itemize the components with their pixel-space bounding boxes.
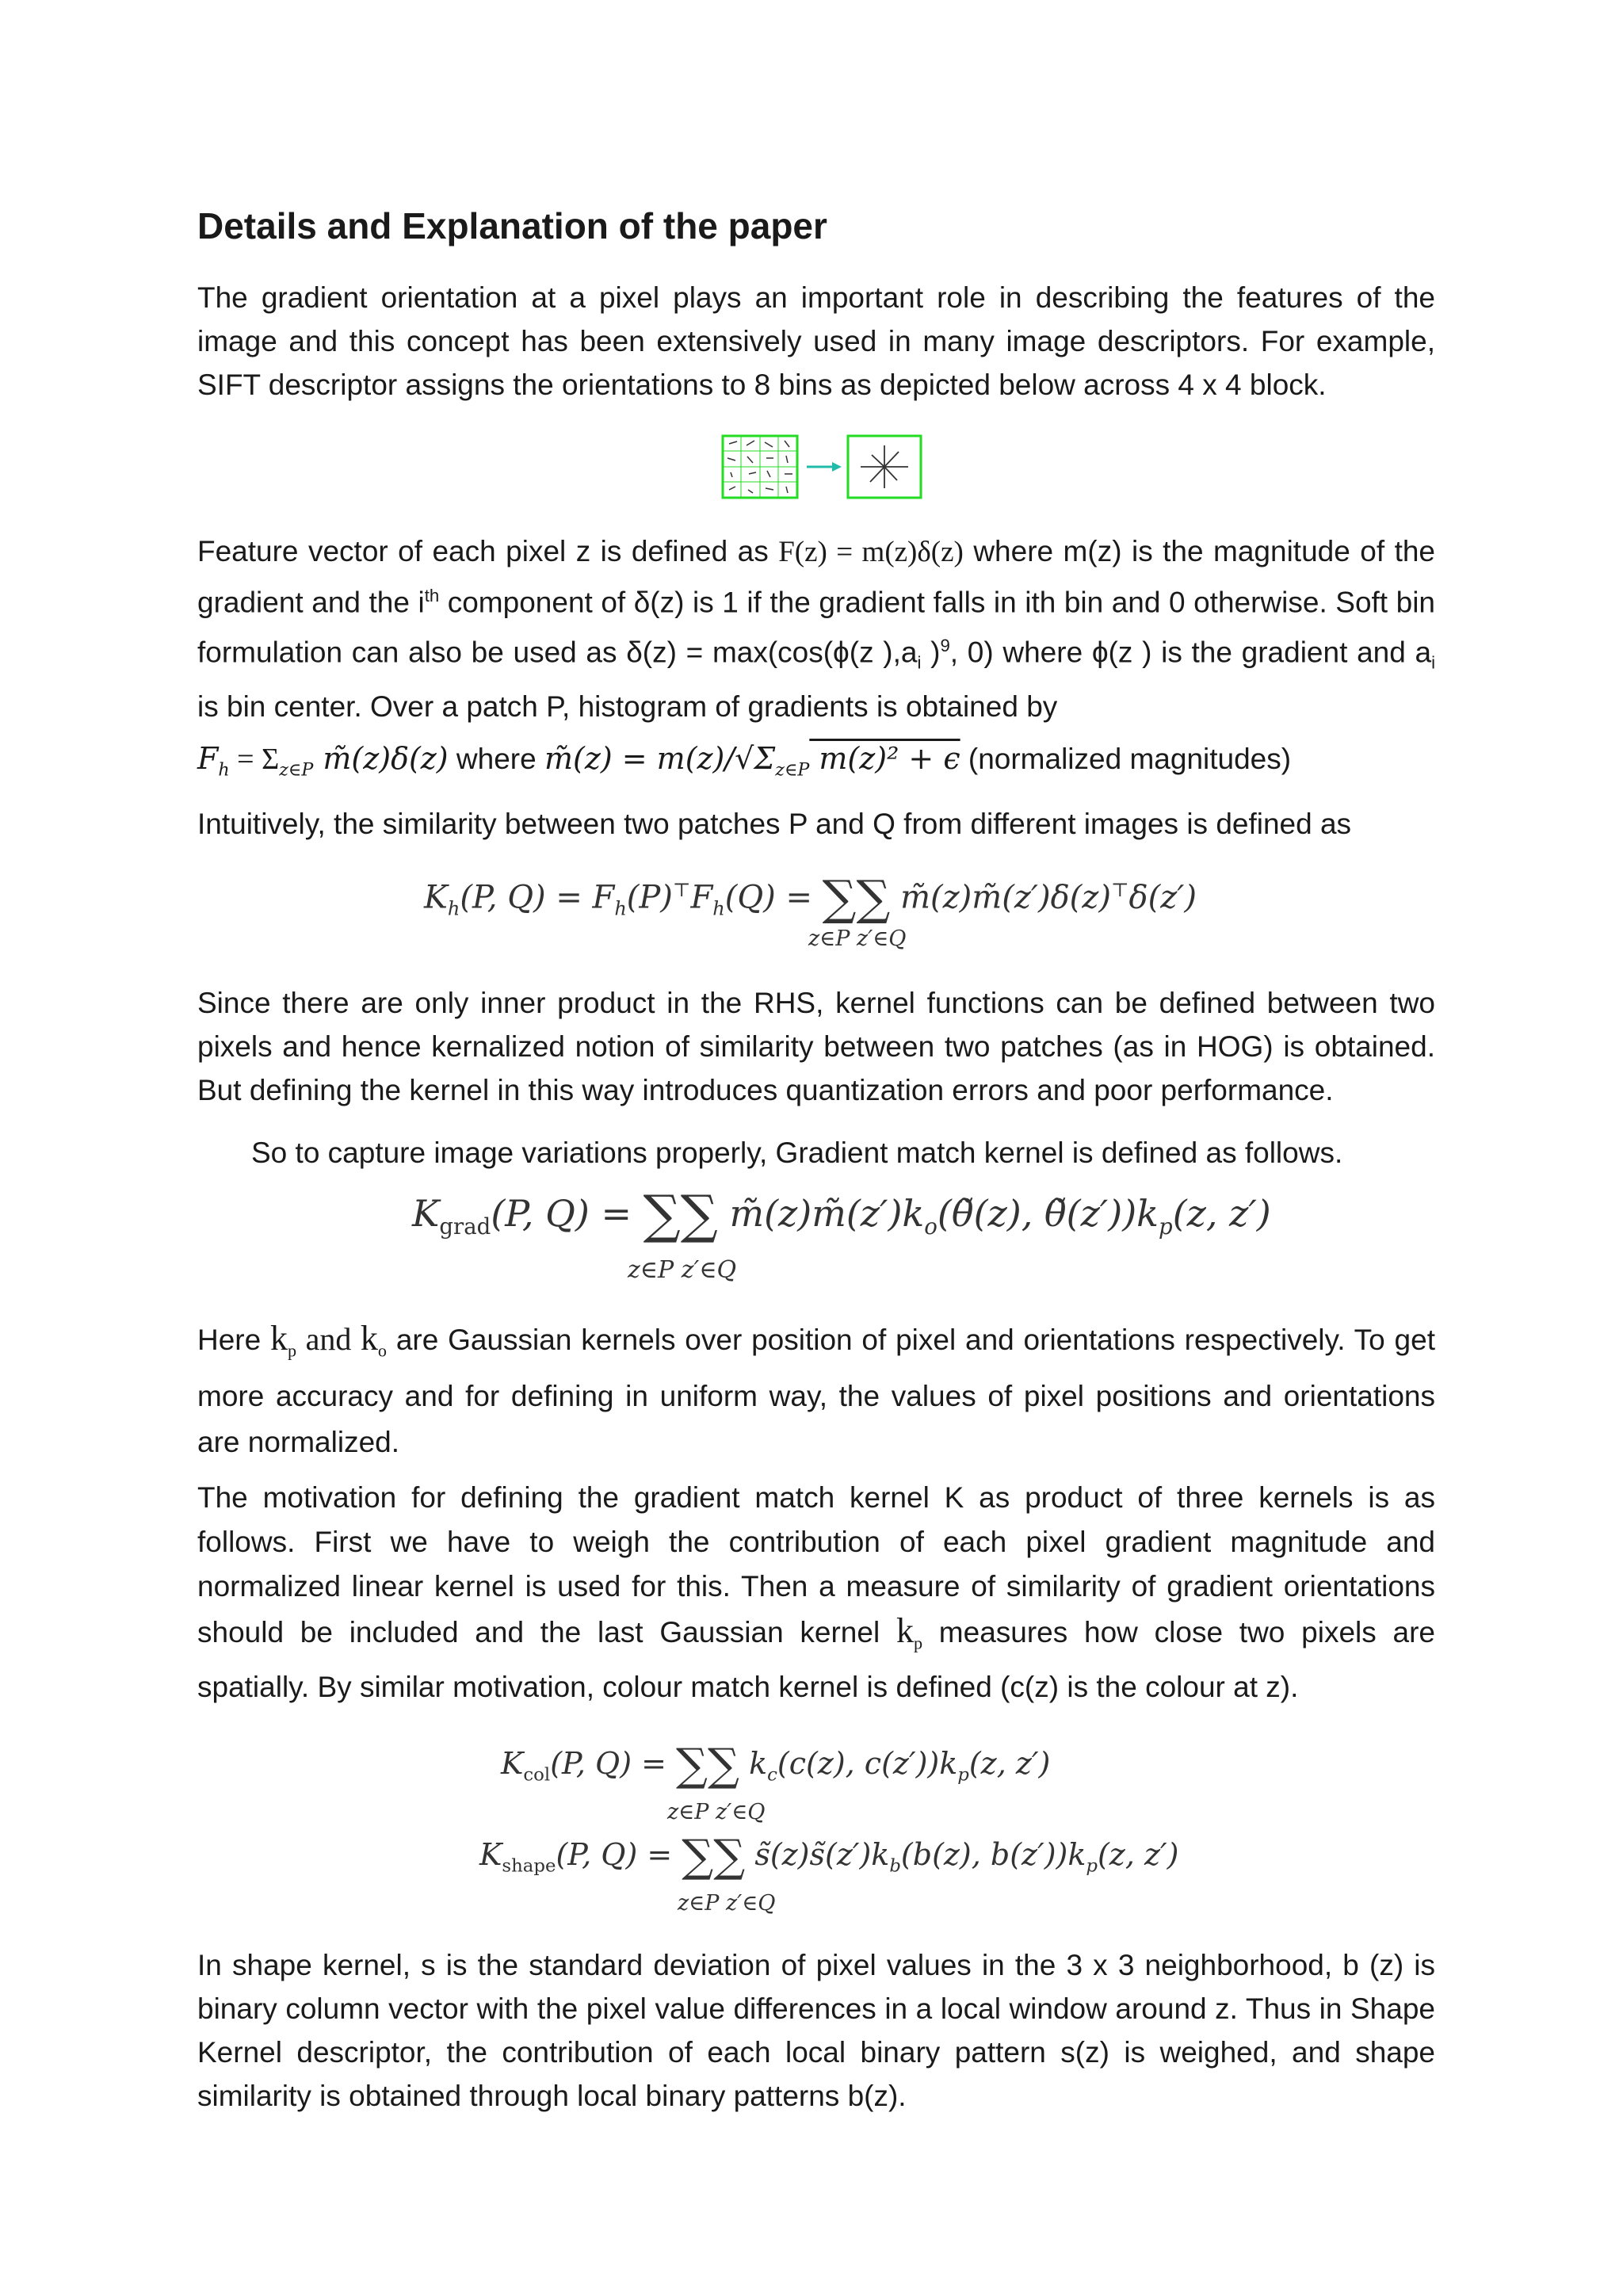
- kp-sub: p: [288, 1340, 297, 1361]
- kgrad-lhs: K: [412, 1192, 440, 1235]
- kcol-kc-sub: c: [767, 1764, 777, 1786]
- arrow-icon: [807, 462, 842, 472]
- kh-lhs-sub: h: [447, 897, 460, 920]
- kshape-sum-limits: z∈P z′∈Q: [678, 1891, 776, 1916]
- sum-symbol: ∑∑: [822, 870, 891, 926]
- feature-line-1-b: where m(z) is the magnitude of: [963, 535, 1385, 567]
- sum-symbol-shape: ∑∑: [682, 1831, 746, 1882]
- gaussian-and: and: [296, 1321, 361, 1357]
- sum-symbol-grad: ∑∑: [643, 1184, 718, 1245]
- feature-line-4-a: and a: [1357, 636, 1432, 669]
- equation-fh: [197, 737, 1435, 792]
- paragraph-gradient-kernel-text: So to capture image variations properly, Gradient match kernel is defined as follows.: [251, 1137, 1343, 1169]
- kshape-lhs: K: [479, 1837, 502, 1872]
- equation-kgrad: [412, 1184, 1271, 1284]
- feature-line-1-a: Feature vector of each pixel z is defined as: [197, 535, 779, 567]
- kgrad-tail: (z, z′): [1172, 1192, 1271, 1235]
- kh-body-2: (P): [626, 879, 673, 916]
- kgrad-sum-text: m̃(z)m̃(z′)k: [729, 1192, 925, 1235]
- fh-lhs-sub: h: [218, 759, 230, 781]
- kcol-sum-text: k: [749, 1746, 768, 1781]
- kgrad-sum-limits: z∈P z′∈Q: [628, 1256, 737, 1284]
- subscript-i: i: [917, 653, 922, 674]
- kshape-tail: (z, z′): [1097, 1837, 1179, 1872]
- paragraph-shape-kernel: [197, 1943, 1435, 2118]
- fh-sum: = Σ: [229, 743, 280, 776]
- motivation-text-a: The motivation for defining the gradient match kernel K as product of three kernels is as follows. First we have to weigh the contribution of each pixel gradient magnitude and normalized linear kernel is used for this. Then a measure of similarity of gradient orientations should be included and the last Gaussian kernel: [197, 1481, 1435, 1648]
- kh-lhs: K: [424, 879, 448, 916]
- ko-sub: o: [377, 1340, 388, 1361]
- fh-body: m̃(z)δ(z): [313, 741, 449, 776]
- kh-transpose: ⊤: [672, 879, 691, 901]
- gradient-grid-box: [723, 436, 797, 498]
- fh-rhs-sub: z∈P: [775, 759, 810, 781]
- paragraph-similarity: [197, 802, 1435, 846]
- equation-kh: [424, 870, 1197, 951]
- paragraph-intro-text: The gradient orientation at a pixel plays an important role in describing the features of the image and this concept has been extensively used in many image descriptors. For example, SIFT descriptor assigns the orientations to 8 bins as depicted below across 4 x 4 block.: [197, 281, 1435, 401]
- feature-line-3: Soft bin formulation can also be used as δ(z) = max(cos(ϕ(z ),a: [197, 586, 1435, 669]
- fh-rhs: m̃(z) = m(z)/√Σ: [544, 741, 776, 776]
- feature-line-4-b: is bin center. Over a patch P, histogram of gradients is obtained by: [197, 690, 1058, 724]
- paragraph-feature-vector: [197, 529, 1435, 728]
- kh-body: (P, Q) = F: [460, 879, 615, 916]
- superscript-th: th: [424, 586, 440, 606]
- feature-line-3-b: ): [921, 636, 941, 669]
- kh-body-3: F: [690, 879, 713, 916]
- equation-kcol: [501, 1740, 1051, 1824]
- kcol-lhs: K: [501, 1746, 524, 1781]
- kshape-kp-sub: p: [1086, 1855, 1098, 1877]
- paragraph-shape-kernel-text: In shape kernel, s is the standard deviation of pixel values in the 3 x 3 neighborhood, b (z) is binary column vector with the pixel value differences in a local window around z. Thus in Shape Kernel descriptor, the contribution of each local binary pattern s(z) is weighed, and shape similarity is obtained through local binary patterns b(z).: [197, 1949, 1435, 2112]
- fh-sum-sub: z∈P: [279, 759, 314, 781]
- kgrad-ko-sub: o: [924, 1213, 938, 1240]
- feature-eq: F(z) = m(z)δ(z): [778, 536, 964, 568]
- kgrad-lhs-sub: grad: [439, 1213, 491, 1240]
- motivation-text-b: measures how close two pixels are spatially. By similar motivation, colour match kernel is defined (c(z) is the colour at z).: [197, 1616, 1435, 1704]
- paragraph-inner-product-text: Since there are only inner product in the RHS, kernel functions can be defined between two pixels and hence kernalized notion of similarity between two patches (as in HOG) is obtained. But defining the kernel in this way introduces quantization errors and poor performance.: [197, 987, 1435, 1106]
- kh-transpose-2: ⊤: [1110, 879, 1129, 901]
- feature-line-2-a: the gradient and the i: [197, 535, 1436, 619]
- kshape-kb-sub: b: [889, 1855, 901, 1877]
- kp-symbol-2: k: [896, 1611, 914, 1650]
- equation-kshape: [479, 1831, 1179, 1916]
- ko-symbol: k: [360, 1319, 378, 1358]
- gaussian-text-b: are Gaussian kernels over position of pixel and orientations respectively. To get more accuracy and for defining in uniform way, the values of pixel positions and orientations are normalized.: [197, 1324, 1435, 1459]
- kp-sub-2: p: [913, 1633, 923, 1653]
- kcol-tail: (z, z′): [968, 1746, 1051, 1781]
- kgrad-kp-sub: p: [1159, 1213, 1173, 1240]
- kh-sum-limits: z∈P z′∈Q: [808, 926, 907, 951]
- paragraph-gradient-kernel: [251, 1131, 1435, 1175]
- paragraph-inner-product: [197, 981, 1435, 1112]
- paragraph-gaussian-kernels: [197, 1316, 1435, 1465]
- subscript-i-2: i: [1431, 653, 1436, 674]
- kcol-mid: (c(z), c(z′))k: [777, 1746, 958, 1781]
- fh-note: (normalized magnitudes): [960, 743, 1292, 775]
- kh-f2-sub: h: [712, 897, 725, 920]
- kh-body-4: (Q) =: [724, 879, 823, 916]
- kcol-lhs-sub: col: [523, 1764, 551, 1786]
- section-heading: [197, 202, 1435, 250]
- kcol-body: (P, Q) =: [550, 1746, 677, 1781]
- kh-sum-text: m̃(z)m̃(z′)δ(z): [900, 879, 1111, 916]
- kcol-kp-sub: p: [957, 1764, 969, 1786]
- kp-symbol: k: [270, 1319, 288, 1358]
- kh-f-sub: h: [614, 897, 627, 920]
- superscript-9: 9: [940, 636, 950, 656]
- gaussian-text-a: Here: [197, 1324, 271, 1356]
- fh-rhs-2: m(z)² + ϵ: [809, 741, 960, 776]
- page-title: Details and Explanation of the paper: [197, 205, 827, 246]
- orientation-histogram-box: [848, 436, 921, 498]
- kcol-sum-limits: z∈P z′∈Q: [667, 1800, 766, 1824]
- kgrad-mid: (θ̃(z), θ̃(z′))k: [937, 1192, 1159, 1235]
- kshape-body: (P, Q) =: [556, 1837, 682, 1872]
- kshape-lhs-sub: shape: [502, 1855, 556, 1877]
- sift-orientation-figure: [721, 434, 922, 499]
- fh-lhs: F: [197, 741, 219, 776]
- kgrad-body: (P, Q) =: [491, 1192, 643, 1235]
- paragraph-similarity-text: Intuitively, the similarity between two patches P and Q from different images is defined as: [197, 808, 1352, 840]
- paragraph-intro: [197, 276, 1435, 407]
- kh-tail: δ(z′): [1128, 879, 1197, 916]
- kshape-sum-text: s̃(z)s̃(z′)k: [754, 1837, 890, 1872]
- paragraph-motivation: [197, 1476, 1435, 1710]
- kshape-mid: (b(z), b(z′))k: [900, 1837, 1086, 1872]
- feature-line-3-c: , 0) where ϕ(z ) is the gradient: [949, 636, 1348, 669]
- fh-where: where: [448, 743, 544, 775]
- feature-line-2-b: component of δ(z) is 1 if the gradient falls in ith bin and 0 otherwise.: [439, 586, 1327, 619]
- sum-symbol-col: ∑∑: [676, 1740, 739, 1791]
